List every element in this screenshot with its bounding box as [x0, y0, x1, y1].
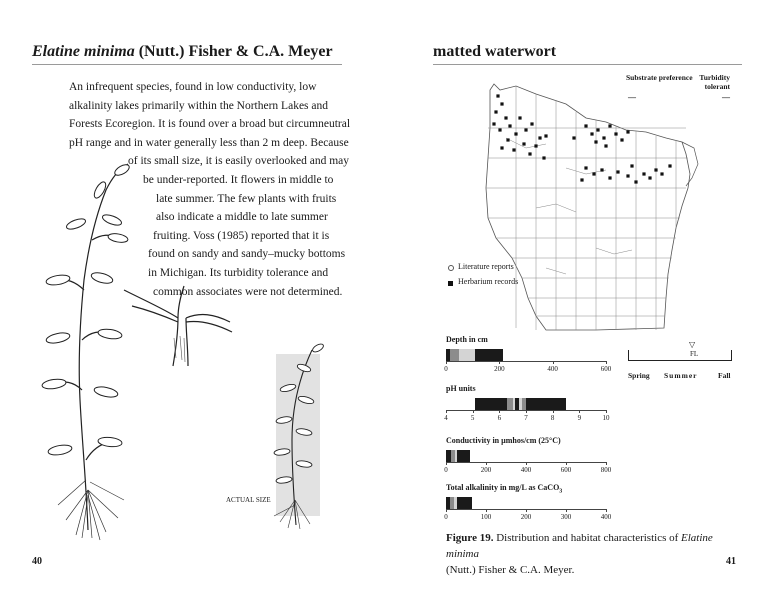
range-segment — [457, 497, 472, 509]
tick-mark — [566, 462, 567, 465]
herbarium-record-point — [630, 164, 633, 167]
flowering-marker-icon: ▽ — [689, 340, 696, 349]
tick-mark — [606, 361, 607, 364]
tick-label: 300 — [560, 513, 572, 521]
chart-title: pH units — [446, 384, 476, 393]
tick-mark — [446, 361, 447, 364]
tick-label: 200 — [494, 365, 505, 373]
tick-mark — [526, 509, 527, 512]
tick-label: 5 — [470, 414, 475, 422]
herbarium-record-point — [584, 166, 587, 169]
description-line: fruiting. Voss (1985) reported that it is — [153, 229, 330, 242]
habitat-chart — [446, 384, 626, 430]
herbarium-record-point — [572, 136, 575, 139]
description-line: also indicate a middle to late summer — [156, 211, 328, 224]
season-chart — [626, 340, 736, 384]
figure-number: Figure 19. — [446, 532, 494, 544]
herbarium-record-point — [634, 180, 637, 183]
season-spring: Spring — [628, 371, 650, 380]
caption-species-name: Elatine minima — [446, 532, 713, 560]
herbarium-record-point — [506, 138, 509, 141]
turbidity-tolerant-value: — — [722, 93, 730, 102]
herbarium-record-point — [498, 128, 501, 131]
distribution-map — [436, 78, 736, 340]
herbarium-record-point — [512, 148, 515, 151]
herbarium-record-point — [514, 132, 517, 135]
species-authority: (Nutt.) Fisher & C.A. Meyer — [134, 43, 333, 60]
herbarium-record-point — [604, 144, 607, 147]
herbarium-record-point — [626, 174, 629, 177]
right-page-number: 41 — [726, 556, 736, 567]
tick-label: 400 — [600, 513, 612, 521]
tick-label: 6 — [497, 414, 502, 422]
tick-mark — [579, 410, 580, 413]
herbarium-record-point — [500, 146, 503, 149]
season-summer: Summer — [664, 371, 698, 380]
legend-herbarium-marker — [448, 281, 453, 286]
tick-label: 0 — [444, 365, 448, 373]
herbarium-record-point — [542, 156, 545, 159]
range-segment — [475, 398, 507, 410]
season-fall: Fall — [718, 371, 731, 380]
tick-mark — [499, 361, 500, 364]
tick-label: 100 — [480, 513, 492, 521]
habitat-chart — [446, 335, 626, 381]
description-line: in Michigan. Its turbidity tolerance and — [148, 267, 329, 279]
herbarium-record-point — [494, 110, 497, 113]
tick-mark — [566, 509, 567, 512]
tick-label: 800 — [600, 466, 612, 474]
habitat-charts — [440, 335, 630, 535]
tick-mark — [606, 410, 607, 413]
range-segment — [526, 398, 566, 410]
herbarium-record-point — [592, 172, 595, 175]
tick-mark — [446, 462, 447, 465]
chart-title: Total alkalinity in mg/L as CaCO$_3$ — [446, 483, 563, 495]
tick-label: 400 — [547, 365, 558, 373]
tick-label: 4 — [444, 414, 448, 422]
tick-mark — [446, 509, 447, 512]
season-tick-right — [731, 350, 732, 360]
chart-axis — [446, 361, 606, 362]
range-segment — [457, 450, 470, 462]
herbarium-record-point — [528, 152, 531, 155]
tick-mark — [526, 462, 527, 465]
herbarium-record-point — [668, 164, 671, 167]
habitat-chart — [446, 436, 626, 482]
caption-text: Distribution and habitat characteristics of — [493, 532, 682, 544]
range-segment — [475, 349, 503, 361]
season-axis — [628, 360, 732, 361]
herbarium-record-point — [614, 132, 617, 135]
description-line: common associates were not determined. — [153, 285, 343, 298]
tick-label: 10 — [602, 414, 610, 422]
herbarium-record-point — [608, 176, 611, 179]
herbarium-record-point — [504, 116, 507, 119]
tick-label: 400 — [520, 466, 532, 474]
tick-mark — [606, 509, 607, 512]
season-tick-left — [628, 350, 629, 360]
legend-literature-marker — [448, 265, 454, 271]
actual-size-plant-illustration — [262, 340, 332, 530]
description-line: of its small size, it is easily overlooked and may — [128, 155, 350, 168]
description-line: alkalinity lakes primarily within the Northern Lakes and — [69, 99, 328, 112]
herbarium-record-point — [544, 134, 547, 137]
actual-size-label: ACTUAL SIZE — [226, 496, 271, 504]
tick-label: 600 — [600, 365, 612, 373]
herbarium-record-point — [530, 122, 533, 125]
herbarium-record-point — [620, 138, 623, 141]
tick-mark — [606, 462, 607, 465]
substrate-preference-value: — — [628, 93, 636, 102]
herbarium-record-point — [616, 170, 619, 173]
chart-title: Conductivity in µmhos/cm (25°C) — [446, 436, 561, 445]
herbarium-record-point — [534, 144, 537, 147]
herbarium-record-point — [660, 172, 663, 175]
herbarium-record-point — [518, 116, 521, 119]
common-name-title: matted waterwort — [433, 43, 557, 60]
herbarium-record-point — [596, 128, 599, 131]
tick-label: 600 — [560, 466, 572, 474]
caption-authority: (Nutt.) Fisher & C.A. Meyer. — [446, 564, 575, 576]
tick-mark — [473, 410, 474, 413]
description-line: An infrequent species, found in low conductivity, low — [69, 81, 317, 93]
turbidity-tolerant-label: Turbidity tolerant — [699, 73, 730, 91]
herbarium-record-point — [590, 132, 593, 135]
flowering-marker-label: FL — [690, 350, 699, 358]
tick-label: 0 — [444, 513, 448, 521]
herbarium-record-point — [642, 172, 645, 175]
tick-label: 8 — [550, 414, 555, 422]
herbarium-record-point — [602, 136, 605, 139]
description-line: pH range and in water generally less than 2 m deep. Because — [69, 136, 349, 149]
legend-literature-label: Literature reports — [458, 262, 514, 271]
description-line: be under-reported. It flowers in middle to — [143, 174, 334, 186]
tick-label: 200 — [520, 513, 532, 521]
substrate-preference-label: Substrate preference — [626, 73, 693, 82]
tick-mark — [486, 462, 487, 465]
map-outline — [486, 84, 690, 330]
description-line: Forests Ecoregion. It is found over a broad but circumneutral — [69, 118, 351, 131]
herbarium-record-point — [584, 124, 587, 127]
tick-mark — [446, 410, 447, 413]
right-title-rule — [433, 64, 742, 65]
tick-mark — [526, 410, 527, 413]
tick-label: 200 — [480, 466, 492, 474]
herbarium-record-point — [608, 124, 611, 127]
herbarium-record-point — [654, 168, 657, 171]
habitat-chart — [446, 483, 626, 529]
herbarium-record-point — [500, 102, 503, 105]
tick-label: 9 — [577, 414, 582, 422]
tick-mark — [553, 410, 554, 413]
tick-mark — [499, 410, 500, 413]
tick-mark — [553, 361, 554, 364]
herbarium-record-point — [626, 130, 629, 133]
description-line: late summer. The few plants with fruits — [156, 192, 337, 205]
herbarium-record-point — [522, 142, 525, 145]
range-segment — [459, 349, 475, 361]
left-title-rule — [32, 64, 342, 65]
left-page-number: 40 — [32, 556, 42, 567]
legend-herbarium-label: Herbarium records — [458, 277, 519, 286]
herbarium-record-point — [580, 178, 583, 181]
tick-label: 0 — [444, 466, 448, 474]
herbarium-record-point — [594, 140, 597, 143]
herbarium-record-point — [508, 124, 511, 127]
node-detail-illustration — [118, 278, 238, 368]
figure-caption — [446, 530, 746, 578]
chart-title: Depth in cm — [446, 335, 488, 344]
herbarium-record-point — [524, 128, 527, 131]
species-scientific-name: Elatine minima — [32, 43, 135, 60]
herbarium-record-point — [648, 176, 651, 179]
herbarium-record-point — [600, 168, 603, 171]
tick-mark — [486, 509, 487, 512]
description-line: found on sandy and sandy–mucky bottoms — [148, 248, 346, 261]
species-title — [32, 43, 333, 61]
herbarium-record-point — [496, 94, 499, 97]
herbarium-record-point — [492, 122, 495, 125]
tick-label: 7 — [524, 414, 528, 422]
herbarium-record-point — [538, 136, 541, 139]
range-segment — [450, 349, 459, 361]
